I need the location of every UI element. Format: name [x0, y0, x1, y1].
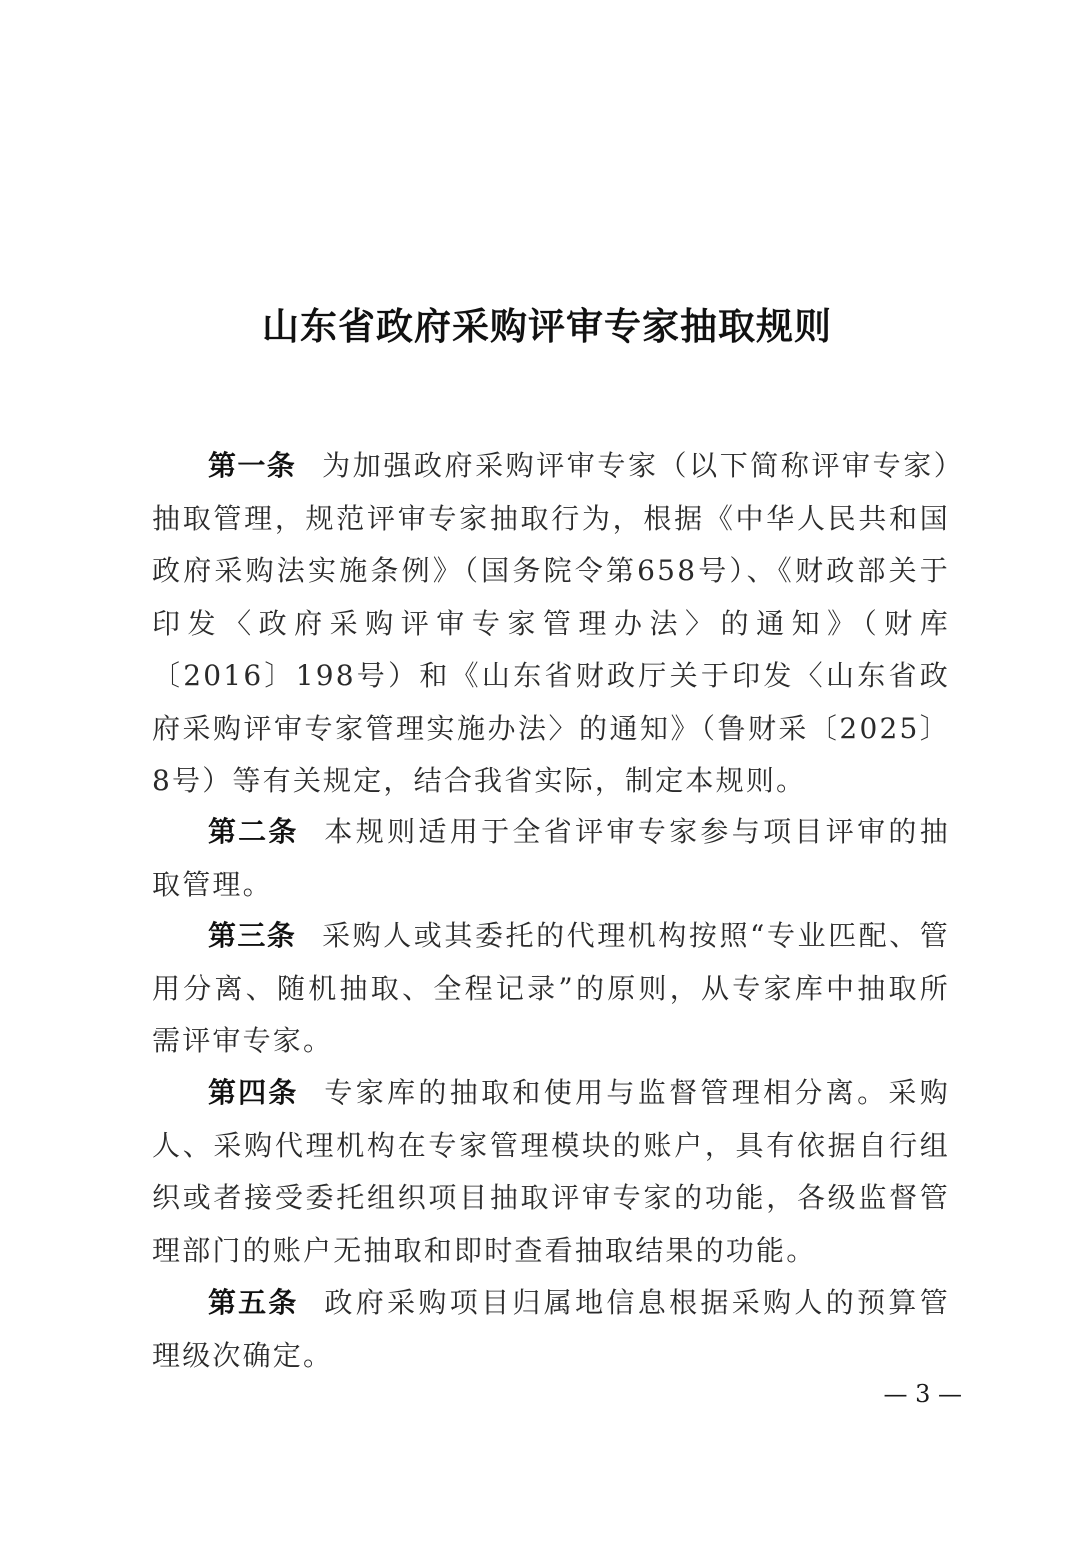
- article-label: 第五条: [208, 1286, 299, 1319]
- article-label: 第一条: [208, 449, 297, 482]
- article-3: [152, 910, 950, 1068]
- article-label: 第四条: [208, 1076, 299, 1109]
- article-1: [152, 440, 950, 808]
- article-5: [152, 1277, 950, 1382]
- article-text: 采购人或其委托的代理机构按照“专业匹配、管用分离、随机抽取、全程记录”的原则，从专家库中抽取所需评审专家。: [152, 919, 950, 1057]
- article-text: 专家库的抽取和使用与监督管理相分离。采购人、采购代理机构在专家管理模块的账户，具有依据自行组织或者接受委托组织项目抽取评审专家的功能，各级监督管理部门的账户无抽取和即时查看抽取结果的功能。: [152, 1076, 950, 1267]
- article-4: [152, 1067, 950, 1277]
- article-text: 为加强政府采购评审专家（以下简称评审专家）抽取管理，规范评审专家抽取行为，根据《中华人民共和国政府采购法实施条例》（国务院令第658号）、《财政部关于印发〈政府采购评审专家管理办法〉的通知》（财库〔2016〕198号）和《山东省财政厅关于印发〈山东省政府采购评审专家管理实施办法〉的通知》（鲁财采〔2025〕8号）等有关规定，结合我省实际，制定本规则。: [152, 449, 950, 797]
- article-text: 政府采购项目归属地信息根据采购人的预算管理级次确定。: [152, 1286, 950, 1372]
- article-text: 本规则适用于全省评审专家参与项目评审的抽取管理。: [152, 815, 950, 901]
- document-title: 山东省政府采购评审专家抽取规则: [262, 304, 832, 348]
- article-label: 第三条: [208, 919, 297, 952]
- article-label: 第二条: [208, 815, 299, 848]
- page-number: — 3 —: [883, 1380, 962, 1408]
- article-2: [152, 806, 950, 911]
